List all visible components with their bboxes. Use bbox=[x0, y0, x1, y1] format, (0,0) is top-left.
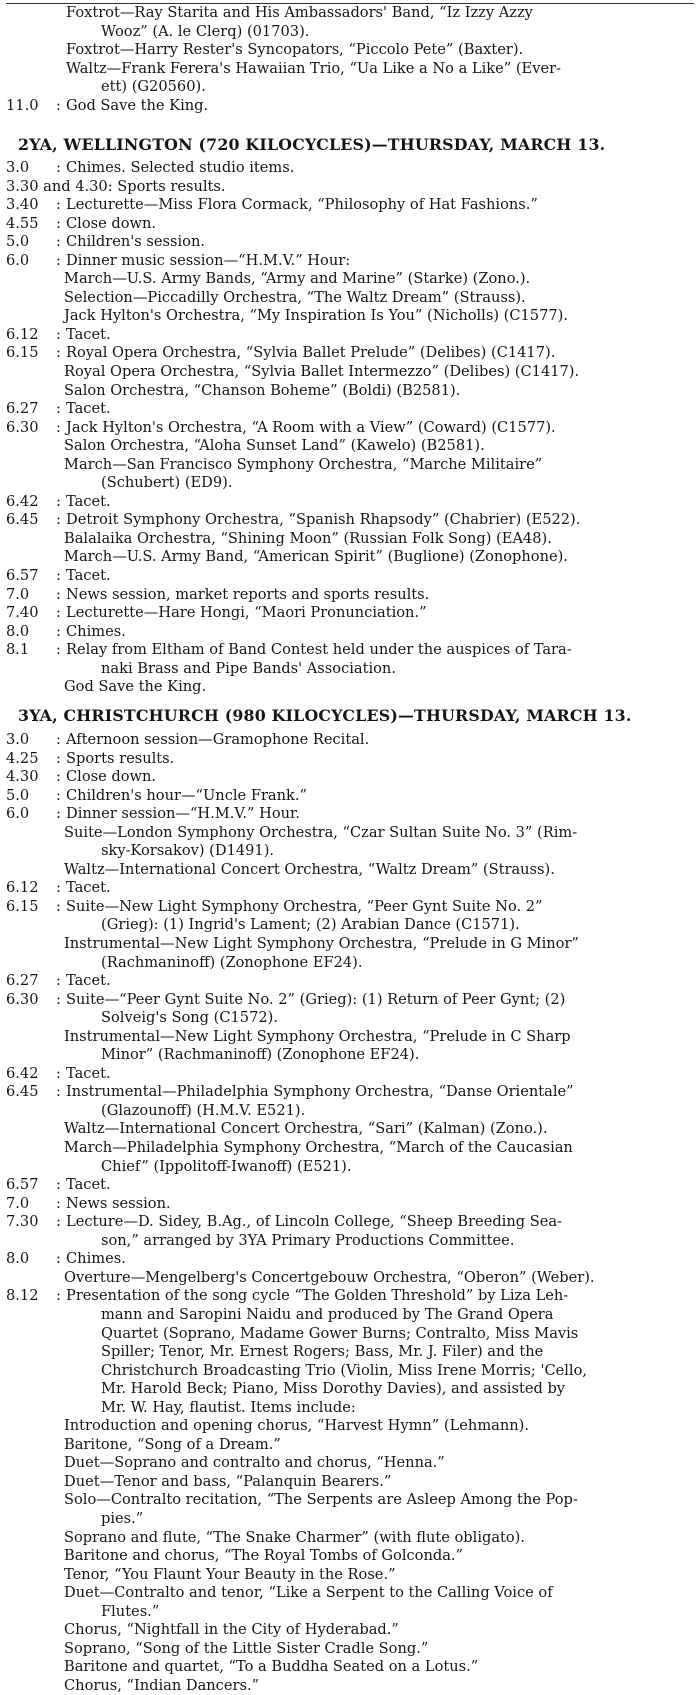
programme-entry: 3.40 : Lecturette—Miss Flora Cormack, “Philosophy of Hat Fashions.” bbox=[6, 196, 538, 214]
programme-entry: Chief” (Ippolitoff-Iwanoff) (E521). bbox=[101, 1157, 352, 1175]
programme-entry: 6.27 : Tacet. bbox=[6, 972, 111, 990]
programme-entry: Salon Orchestra, “Aloha Sunset Land” (Kawelo) (B2581). bbox=[64, 437, 485, 455]
programme-entry: 5.0 : Children's session. bbox=[6, 233, 205, 251]
programme-entry: 8.1 : Relay from Eltham of Band Contest held under the auspices of Tara- bbox=[6, 641, 572, 659]
programme-entry: March—Philadelphia Symphony Orchestra, “March of the Caucasian bbox=[64, 1139, 573, 1157]
programme-entry: 6.0 : Dinner session—“H.M.V.” Hour. bbox=[6, 805, 301, 823]
programme-entry: 7.40 : Lecturette—Hare Hongi, “Maori Pronunciation.” bbox=[6, 604, 427, 622]
programme-entry: pies.” bbox=[101, 1509, 144, 1527]
programme-entry: Balalaika Orchestra, “Shining Moon” (Russian Folk Song) (EA48). bbox=[64, 529, 552, 547]
station-programme bbox=[0, 159, 700, 697]
programme-entry: Minor” (Rachmaninoff) (Zonophone EF24). bbox=[101, 1046, 420, 1064]
programme-entry: Introduction and opening chorus, “Harvest Hymn” (Lehmann). bbox=[64, 1417, 529, 1435]
programme-entry: (Glazounoff) (H.M.V. E521). bbox=[101, 1101, 306, 1119]
programme-entry: 3.0 : Afternoon session—Gramophone Recital. bbox=[6, 731, 370, 748]
programme-entry: (Rachmaninoff) (Zonophone EF24). bbox=[101, 953, 363, 971]
programme-entry: Royal Opera Orchestra, “Sylvia Ballet Intermezzo” (Delibes) (C1417). bbox=[64, 363, 580, 381]
station-programme bbox=[0, 731, 700, 1695]
programme-entry: God Save the King. bbox=[64, 678, 207, 696]
programme-entry: naki Brass and Pipe Bands' Association. bbox=[101, 659, 396, 677]
continued-programme bbox=[0, 4, 700, 115]
programme-entry: 6.27 : Tacet. bbox=[6, 400, 111, 418]
programme-entry: Wooz” (A. le Clerq) (01703). bbox=[101, 22, 310, 40]
programme-entry: 6.12 : Tacet. bbox=[6, 325, 111, 343]
programme-entry: 4.55 : Close down. bbox=[6, 214, 157, 232]
programme-entry: 8.0 : Chimes. bbox=[6, 622, 126, 640]
programme-entry: Mr. Harold Beck; Piano, Miss Dorothy Davies), and assisted by bbox=[101, 1380, 566, 1398]
programme-entry: Tenor, “You Flaunt Your Beauty in the Rose.” bbox=[64, 1565, 396, 1583]
programme-entry: son,” arranged by 3YA Primary Productions Committee. bbox=[101, 1231, 515, 1249]
programme-entry: 8.12 : Presentation of the song cycle “The Golden Threshold” by Liza Leh- bbox=[6, 1287, 569, 1305]
programme-entry: Spiller; Tenor, Mr. Ernest Rogers; Bass, Mr. J. Filer) and the bbox=[101, 1343, 544, 1361]
programme-entry: Soprano, “Song of the Little Sister Cradle Song.” bbox=[64, 1639, 429, 1657]
programme-entry: (Schubert) (ED9). bbox=[101, 474, 233, 492]
programme-entry: Solveig's Song (C1572). bbox=[101, 1009, 278, 1027]
programme-entry: Baritone, “Song of a Dream.” bbox=[64, 1435, 281, 1453]
programme-entry: Waltz—International Concert Orchestra, “Sari” (Kalman) (Zono.). bbox=[64, 1120, 548, 1138]
programme-entry: sky-Korsakov) (D1491). bbox=[101, 842, 275, 860]
programme-entry: 6.30 : Suite—“Peer Gynt Suite No. 2” (Grieg): (1) Return of Peer Gynt; (2) bbox=[6, 990, 566, 1008]
programme-entry: Flutes.” bbox=[101, 1602, 160, 1620]
programme-entry: Suite—London Symphony Orchestra, “Czar Sultan Suite No. 3” (Rim- bbox=[64, 823, 578, 841]
programme-entry: 11.0 : God Save the King. bbox=[6, 96, 209, 114]
programme-entry: 6.15 : Suite—New Light Symphony Orchestra, “Peer Gynt Suite No. 2” bbox=[6, 897, 543, 915]
station-heading: 2YA, WELLINGTON (720 KILOCYCLES)—THURSDAY, MARCH 13. bbox=[18, 135, 606, 154]
programme-entry: 6.42 : Tacet. bbox=[6, 1064, 111, 1082]
programme-entry: 6.12 : Tacet. bbox=[6, 879, 111, 897]
programme-entry: 6.0 : Dinner music session—“H.M.V.” Hour: bbox=[6, 251, 351, 269]
programme-entry: Instrumental—New Light Symphony Orchestra, “Prelude in C Sharp bbox=[64, 1027, 571, 1045]
programme-entry: 4.25 : Sports results. bbox=[6, 749, 175, 767]
programme-entry: 5.0 : Children's hour—“Uncle Frank.” bbox=[6, 786, 307, 804]
programme-entry: Instrumental—New Light Symphony Orchestra, “Prelude in G Minor” bbox=[64, 935, 579, 953]
programme-entry: 8.0 : Chimes. bbox=[6, 1250, 126, 1268]
programme-entry: Soprano and flute, “The Snake Charmer” (with flute obligato). bbox=[64, 1528, 526, 1546]
programme-entry: Solo—Contralto recitation, “The Serpents are Asleep Among the Pop- bbox=[64, 1491, 578, 1509]
programme-entry: Foxtrot—Harry Rester's Syncopators, “Piccolo Pete” (Baxter). bbox=[66, 41, 524, 59]
programme-entry: 6.45 : Instrumental—Philadelphia Symphony Orchestra, “Danse Orientale” bbox=[6, 1083, 574, 1101]
programme-entry: Overture—Mengelberg's Concertgebouw Orchestra, “Oberon” (Weber). bbox=[64, 1268, 595, 1286]
programme-entry: Duet—Tenor and bass, “Palanquin Bearers.” bbox=[64, 1472, 392, 1490]
programme-entry: Christchurch Broadcasting Trio (Violin, Miss Irene Morris; 'Cello, bbox=[101, 1361, 588, 1379]
programme-entry: Baritone and chorus, “The Royal Tombs of Golconda.” bbox=[64, 1547, 464, 1565]
programme-entry: 6.42 : Tacet. bbox=[6, 492, 111, 510]
programme-entry: 6.15 : Royal Opera Orchestra, “Sylvia Ballet Prelude” (Delibes) (C1417). bbox=[6, 344, 556, 362]
programme-entry: Baritone and quartet, “To a Buddha Seated on a Lotus.” bbox=[64, 1658, 479, 1676]
programme-entry: 3.0 : Chimes. Selected studio items. bbox=[6, 159, 295, 176]
programme-entry: mann and Saropini Naidu and produced by The Grand Opera bbox=[101, 1305, 554, 1323]
programme-entry: Duet—Soprano and contralto and chorus, “Henna.” bbox=[64, 1454, 445, 1472]
programme-entry: 4.30 : Close down. bbox=[6, 768, 157, 786]
programme-entry: 3.30 and 4.30: Sports results. bbox=[6, 177, 226, 195]
programme-entry: Duet—Contralto and tenor, “Like a Serpent to the Calling Voice of bbox=[64, 1584, 553, 1602]
programme-entry: March—San Francisco Symphony Orchestra, “Marche Militaire” bbox=[64, 455, 543, 473]
programme-entry: Mr. W. Hay, flautist. Items include: bbox=[101, 1398, 356, 1416]
programme-entry: Selection—Piccadilly Orchestra, “The Waltz Dream” (Strauss). bbox=[64, 288, 526, 306]
station-heading: 3YA, CHRISTCHURCH (980 KILOCYCLES)—THURSDAY, MARCH 13. bbox=[18, 706, 632, 725]
programme-entry: 7.0 : News session. bbox=[6, 1194, 171, 1212]
programme-entry: (Grieg): (1) Ingrid's Lament; (2) Arabian Dance (C1571). bbox=[101, 916, 520, 934]
programme-entry: 6.57 : Tacet. bbox=[6, 567, 111, 585]
programme-entry: March—U.S. Army Bands, “Army and Marine” (Starke) (Zono.). bbox=[64, 270, 531, 288]
programme-entry: Waltz—Frank Ferera's Hawaiian Trio, “Ua Like a No a Like” (Ever- bbox=[66, 59, 561, 77]
programme-entry: Foxtrot—Ray Starita and His Ambassadors' Band, “Iz Izzy Azzy bbox=[66, 4, 533, 21]
programme-entry: March—U.S. Army Band, “American Spirit” (Buglione) (Zonophone). bbox=[64, 548, 568, 566]
programme-entry: 6.30 : Jack Hylton's Orchestra, “A Room with a View” (Coward) (C1577). bbox=[6, 418, 556, 436]
programme-entry: 7.30 : Lecture—D. Sidey, B.Ag., of Lincoln College, “Sheep Breeding Sea- bbox=[6, 1213, 562, 1231]
programme-entry: Salon Orchestra, “Chanson Boheme” (Boldi) (B2581). bbox=[64, 381, 461, 399]
programme-entry: 7.0 : News session, market reports and sports results. bbox=[6, 585, 430, 603]
programme-entry: ett) (G20560). bbox=[101, 78, 206, 96]
programme-entry: Chorus, “Indian Dancers.” bbox=[64, 1676, 260, 1694]
programme-entry: 6.57 : Tacet. bbox=[6, 1176, 111, 1194]
programme-entry: Quartet (Soprano, Madame Gower Burns; Contralto, Miss Mavis bbox=[101, 1324, 579, 1342]
programme-entry: 6.45 : Detroit Symphony Orchestra, “Spanish Rhapsody” (Chabrier) (E522). bbox=[6, 511, 581, 529]
programme-entry: Jack Hylton's Orchestra, “My Inspiration Is You” (Nicholls) (C1577). bbox=[64, 307, 568, 325]
programme-entry: Waltz—International Concert Orchestra, “Waltz Dream” (Strauss). bbox=[64, 860, 555, 878]
programme-entry: Chorus, “Nightfall in the City of Hyderabad.” bbox=[64, 1621, 399, 1639]
